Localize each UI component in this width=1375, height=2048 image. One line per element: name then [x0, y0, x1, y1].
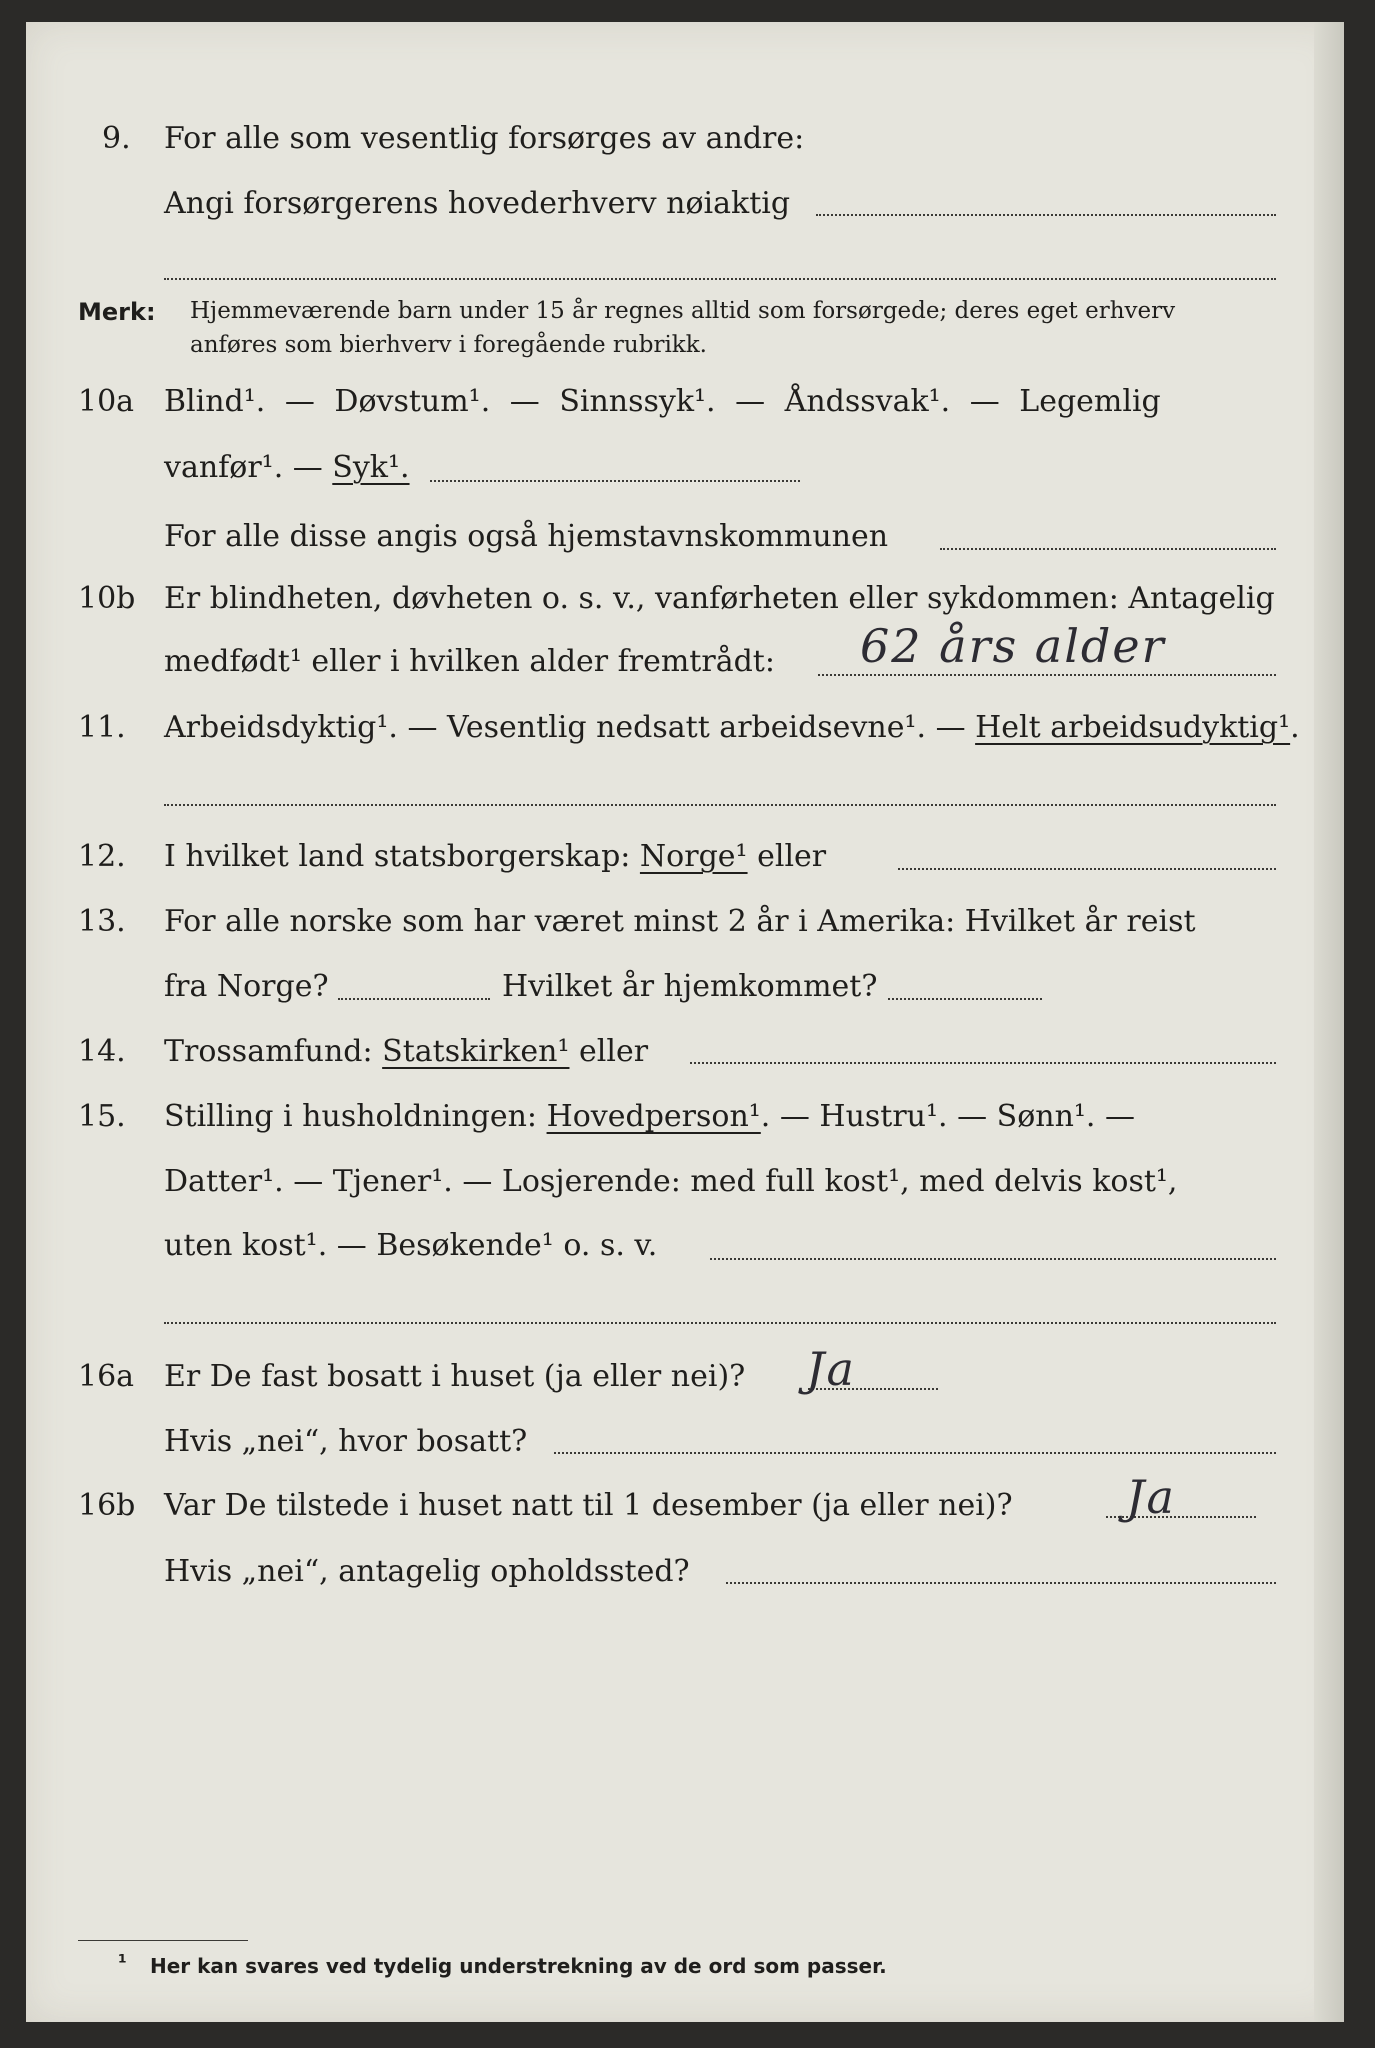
- merk-label: Merk:: [78, 298, 156, 326]
- q12-post: eller: [747, 839, 827, 874]
- q15-line3: uten kost¹. — Besøkende¹ o. s. v.: [164, 1228, 658, 1263]
- q10a-line2-pre: vanfør¹. —: [164, 450, 333, 485]
- q16a-number: 16a: [78, 1359, 135, 1394]
- q14-number: 14.: [78, 1034, 126, 1069]
- q16a-bosatt-line: [554, 1452, 1276, 1454]
- q9-answer-line: [816, 214, 1276, 216]
- q13-line1: For alle norske som har været minst 2 år i Amerika: Hvilket år reist: [164, 904, 1196, 939]
- q14-pre: Trossamfund:: [164, 1034, 383, 1069]
- q13-hjemkommet-line: [888, 998, 1042, 1000]
- q10b-line2: medfødt¹ eller i hvilken alder fremtrådt:: [164, 644, 775, 679]
- q16a-handwritten-answer: Ja: [806, 1342, 856, 1396]
- q15-line1: [164, 1097, 1135, 1137]
- q10a-syk-line: [430, 480, 800, 482]
- q15-answer-line-2: [164, 1322, 1276, 1324]
- q10a-kommune-line: [940, 548, 1276, 550]
- q14-selected: Statskirken¹: [382, 1034, 570, 1069]
- q10a-syk-selected: Syk¹.: [332, 450, 410, 485]
- q11-number: 11.: [78, 710, 126, 745]
- q16b-number: 16b: [78, 1488, 136, 1523]
- q9-answer-line-2: [164, 278, 1276, 280]
- q10a-line3: For alle disse angis også hjemstavnskommunen: [164, 519, 889, 554]
- q15-line2: Datter¹. — Tjener¹. — Losjerende: med full kost¹, med delvis kost¹,: [164, 1164, 1178, 1199]
- q16b-line1: Var De tilstede i huset natt til 1 desember (ja eller nei)?: [164, 1488, 1013, 1523]
- q10b-number: 10b: [78, 581, 136, 616]
- q15-selected: Hovedperson¹: [546, 1099, 761, 1134]
- q16a-line1: Er De fast bosatt i huset (ja eller nei)?: [164, 1359, 746, 1394]
- q11-selected: Helt arbeidsudyktig¹: [975, 710, 1291, 745]
- q12-pre: I hvilket land statsborgerskap:: [164, 839, 640, 874]
- merk-line2: anføres som bierhverv i foregående rubrikk.: [190, 332, 707, 358]
- q11-line1: [164, 708, 1300, 748]
- q13-line2b: Hvilket år hjemkommet?: [502, 969, 878, 1004]
- q13-number: 13.: [78, 904, 126, 939]
- q10a-number: 10a: [78, 384, 135, 419]
- page-edge: [1314, 22, 1344, 2022]
- q14-post: eller: [569, 1034, 649, 1069]
- q11-pre: Arbeidsdyktig¹. — Vesentlig nedsatt arbeidsevne¹. —: [164, 710, 976, 745]
- q10a-line1: Blind¹. — Døvstum¹. — Sinnssyk¹. — Åndssvak¹. — Legemlig: [164, 384, 1161, 419]
- footnote-mark: ¹: [118, 1950, 127, 1974]
- footnote-separator: [78, 1940, 248, 1941]
- q15-post: . — Hustru¹. — Sønn¹. —: [760, 1099, 1135, 1134]
- q10b-line1: Er blindheten, døvheten o. s. v., vanførheten eller sykdommen: Antagelig: [164, 581, 1275, 616]
- q12-line: [164, 837, 826, 877]
- q14-answer-line: [690, 1062, 1276, 1064]
- q12-selected: Norge¹: [639, 839, 748, 874]
- q16b-line2: Hvis „nei“, antagelig opholdssted?: [164, 1554, 690, 1589]
- q12-number: 12.: [78, 839, 126, 874]
- q15-number: 15.: [78, 1099, 126, 1134]
- q12-answer-line: [898, 868, 1276, 870]
- q10a-line2: [164, 448, 410, 488]
- census-form-page: [26, 22, 1344, 2022]
- merk-line1: Hjemmeværende barn under 15 år regnes alltid som forsørgede; deres eget erhverv: [190, 298, 1176, 324]
- q16b-opholdssted-line: [726, 1582, 1276, 1584]
- q10b-handwritten-answer: 62 års alder: [860, 619, 1166, 673]
- q13-line2a: fra Norge?: [164, 969, 329, 1004]
- q9-line1: For alle som vesentlig forsørges av andre:: [164, 121, 805, 156]
- q13-reist-line: [338, 998, 490, 1000]
- q14-line: [164, 1032, 648, 1072]
- q9-line2: Angi forsørgerens hovederhverv nøiaktig: [164, 186, 791, 221]
- q11-post: .: [1290, 710, 1300, 745]
- q15-answer-line: [710, 1258, 1276, 1260]
- footnote-text: Her kan svares ved tydelig understrekning av de ord som passer.: [150, 1954, 887, 1978]
- q16a-line2: Hvis „nei“, hvor bosatt?: [164, 1424, 528, 1459]
- q16b-handwritten-answer: Ja: [1126, 1470, 1176, 1524]
- q15-pre: Stilling i husholdningen:: [164, 1099, 547, 1134]
- q9-number: 9.: [102, 121, 131, 156]
- q11-answer-line: [164, 804, 1276, 806]
- q10b-answer-line: [818, 674, 1276, 676]
